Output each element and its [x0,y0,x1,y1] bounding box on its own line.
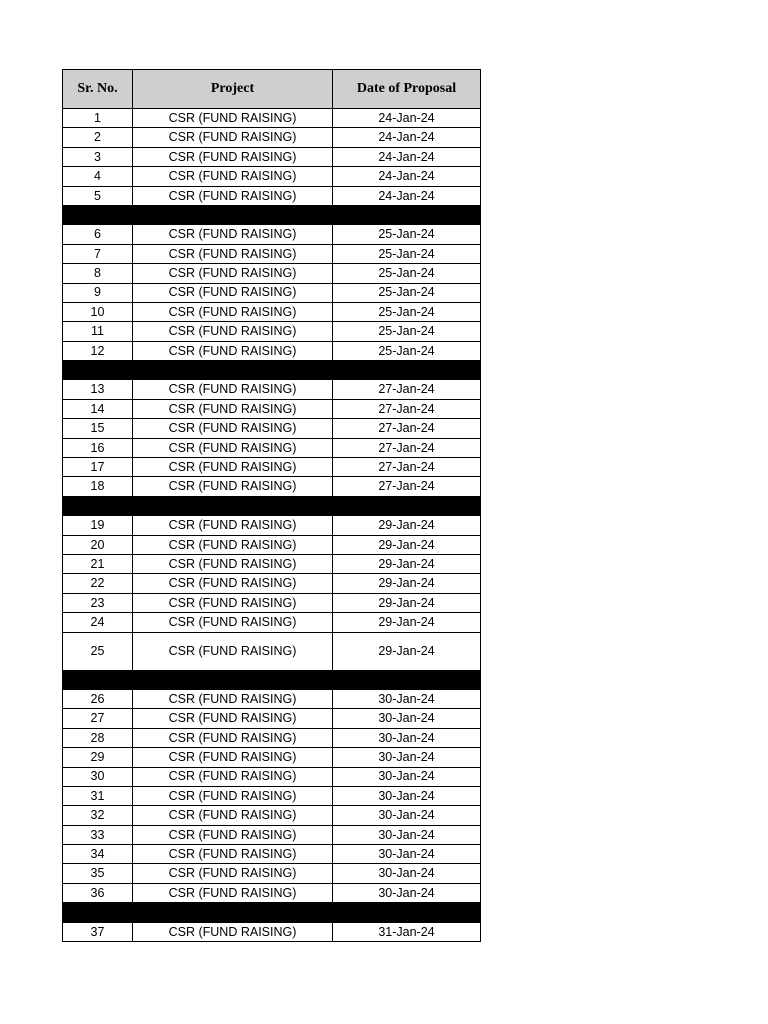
cell-sr-no: 32 [63,806,133,825]
cell-project: CSR (FUND RAISING) [133,458,333,477]
cell-project: CSR (FUND RAISING) [133,477,333,496]
cell-date: 30-Jan-24 [333,689,481,708]
table-row [63,302,481,321]
cell-date: 29-Jan-24 [333,535,481,554]
cell-sr-no: 18 [63,477,133,496]
cell-sr-no: 4 [63,167,133,186]
cell-sr-no: 16 [63,438,133,457]
cell-date: 30-Jan-24 [333,709,481,728]
cell-date: 30-Jan-24 [333,883,481,902]
table-row [63,283,481,302]
cell-project: CSR (FUND RAISING) [133,419,333,438]
cell-project: CSR (FUND RAISING) [133,225,333,244]
header-row [63,70,481,109]
cell-date: 24-Jan-24 [333,147,481,166]
cell-project: CSR (FUND RAISING) [133,806,333,825]
cell-project: CSR (FUND RAISING) [133,109,333,128]
table-row [63,535,481,554]
cell-date: 25-Jan-24 [333,225,481,244]
table-row [63,632,481,670]
cell-date: 24-Jan-24 [333,167,481,186]
cell-sr-no: 34 [63,845,133,864]
cell-date: 30-Jan-24 [333,728,481,747]
table-row [63,109,481,128]
separator-bar [63,361,481,380]
cell-sr-no: 25 [63,632,133,670]
table-row [63,225,481,244]
table-row [63,593,481,612]
cell-project: CSR (FUND RAISING) [133,283,333,302]
table-row [63,186,481,205]
table-row [63,516,481,535]
table-row [63,264,481,283]
cell-sr-no: 3 [63,147,133,166]
cell-project: CSR (FUND RAISING) [133,244,333,263]
cell-date: 30-Jan-24 [333,767,481,786]
table-row [63,728,481,747]
header-date-of-proposal: Date of Proposal [333,70,481,109]
cell-project: CSR (FUND RAISING) [133,613,333,632]
cell-project: CSR (FUND RAISING) [133,864,333,883]
table-row [63,244,481,263]
cell-sr-no: 29 [63,748,133,767]
table-row [63,147,481,166]
cell-sr-no: 26 [63,689,133,708]
table-row [63,322,481,341]
cell-sr-no: 5 [63,186,133,205]
table-row [63,613,481,632]
proposal-table [62,69,481,942]
cell-sr-no: 12 [63,341,133,360]
cell-project: CSR (FUND RAISING) [133,574,333,593]
group-separator-row [63,670,481,689]
header-project: Project [133,70,333,109]
cell-date: 30-Jan-24 [333,748,481,767]
cell-date: 27-Jan-24 [333,399,481,418]
cell-sr-no: 15 [63,419,133,438]
cell-sr-no: 1 [63,109,133,128]
cell-date: 29-Jan-24 [333,632,481,670]
cell-sr-no: 28 [63,728,133,747]
table-body [63,109,481,942]
cell-date: 31-Jan-24 [333,922,481,941]
cell-sr-no: 31 [63,786,133,805]
table-row [63,341,481,360]
cell-date: 30-Jan-24 [333,864,481,883]
table-row [63,554,481,573]
cell-project: CSR (FUND RAISING) [133,128,333,147]
cell-date: 24-Jan-24 [333,128,481,147]
cell-sr-no: 17 [63,458,133,477]
cell-date: 29-Jan-24 [333,593,481,612]
table-row [63,128,481,147]
table-row [63,922,481,941]
cell-project: CSR (FUND RAISING) [133,728,333,747]
table-row [63,689,481,708]
cell-date: 25-Jan-24 [333,341,481,360]
cell-project: CSR (FUND RAISING) [133,167,333,186]
cell-date: 25-Jan-24 [333,244,481,263]
cell-date: 29-Jan-24 [333,516,481,535]
cell-project: CSR (FUND RAISING) [133,883,333,902]
cell-sr-no: 8 [63,264,133,283]
cell-project: CSR (FUND RAISING) [133,922,333,941]
cell-date: 27-Jan-24 [333,419,481,438]
table-row [63,806,481,825]
cell-sr-no: 9 [63,283,133,302]
table-row [63,864,481,883]
cell-project: CSR (FUND RAISING) [133,399,333,418]
table-row [63,825,481,844]
table-row [63,767,481,786]
cell-project: CSR (FUND RAISING) [133,264,333,283]
cell-project: CSR (FUND RAISING) [133,380,333,399]
cell-sr-no: 30 [63,767,133,786]
cell-date: 27-Jan-24 [333,458,481,477]
cell-date: 30-Jan-24 [333,786,481,805]
table-row [63,419,481,438]
cell-sr-no: 2 [63,128,133,147]
table-row [63,883,481,902]
separator-bar [63,903,481,922]
cell-project: CSR (FUND RAISING) [133,825,333,844]
cell-sr-no: 37 [63,922,133,941]
cell-date: 27-Jan-24 [333,438,481,457]
table-row [63,438,481,457]
cell-project: CSR (FUND RAISING) [133,535,333,554]
cell-date: 30-Jan-24 [333,806,481,825]
group-separator-row [63,496,481,515]
cell-project: CSR (FUND RAISING) [133,593,333,612]
cell-date: 30-Jan-24 [333,825,481,844]
cell-date: 29-Jan-24 [333,554,481,573]
table-row [63,399,481,418]
group-separator-row [63,361,481,380]
cell-date: 27-Jan-24 [333,477,481,496]
cell-sr-no: 24 [63,613,133,632]
cell-project: CSR (FUND RAISING) [133,147,333,166]
table-row [63,167,481,186]
cell-sr-no: 27 [63,709,133,728]
cell-sr-no: 35 [63,864,133,883]
cell-sr-no: 22 [63,574,133,593]
table-row [63,380,481,399]
cell-date: 25-Jan-24 [333,302,481,321]
cell-date: 24-Jan-24 [333,109,481,128]
separator-bar [63,670,481,689]
cell-project: CSR (FUND RAISING) [133,516,333,535]
group-separator-row [63,903,481,922]
cell-project: CSR (FUND RAISING) [133,554,333,573]
group-separator-row [63,205,481,224]
cell-sr-no: 11 [63,322,133,341]
cell-date: 29-Jan-24 [333,613,481,632]
separator-bar [63,496,481,515]
cell-project: CSR (FUND RAISING) [133,438,333,457]
cell-project: CSR (FUND RAISING) [133,748,333,767]
cell-sr-no: 20 [63,535,133,554]
table-row [63,845,481,864]
cell-project: CSR (FUND RAISING) [133,632,333,670]
cell-sr-no: 36 [63,883,133,902]
table-row [63,709,481,728]
cell-date: 25-Jan-24 [333,264,481,283]
cell-project: CSR (FUND RAISING) [133,845,333,864]
cell-sr-no: 23 [63,593,133,612]
cell-sr-no: 21 [63,554,133,573]
cell-project: CSR (FUND RAISING) [133,341,333,360]
table-row [63,574,481,593]
table-row [63,477,481,496]
cell-date: 25-Jan-24 [333,283,481,302]
table-row [63,748,481,767]
separator-bar [63,205,481,224]
cell-date: 27-Jan-24 [333,380,481,399]
cell-sr-no: 13 [63,380,133,399]
cell-sr-no: 6 [63,225,133,244]
header-sr-no: Sr. No. [63,70,133,109]
cell-sr-no: 19 [63,516,133,535]
cell-date: 24-Jan-24 [333,186,481,205]
cell-project: CSR (FUND RAISING) [133,322,333,341]
cell-project: CSR (FUND RAISING) [133,709,333,728]
cell-project: CSR (FUND RAISING) [133,689,333,708]
cell-sr-no: 7 [63,244,133,263]
cell-sr-no: 10 [63,302,133,321]
cell-sr-no: 33 [63,825,133,844]
table-row [63,786,481,805]
cell-sr-no: 14 [63,399,133,418]
cell-project: CSR (FUND RAISING) [133,786,333,805]
cell-date: 30-Jan-24 [333,845,481,864]
cell-date: 25-Jan-24 [333,322,481,341]
table-row [63,458,481,477]
cell-date: 29-Jan-24 [333,574,481,593]
cell-project: CSR (FUND RAISING) [133,302,333,321]
cell-project: CSR (FUND RAISING) [133,767,333,786]
cell-project: CSR (FUND RAISING) [133,186,333,205]
